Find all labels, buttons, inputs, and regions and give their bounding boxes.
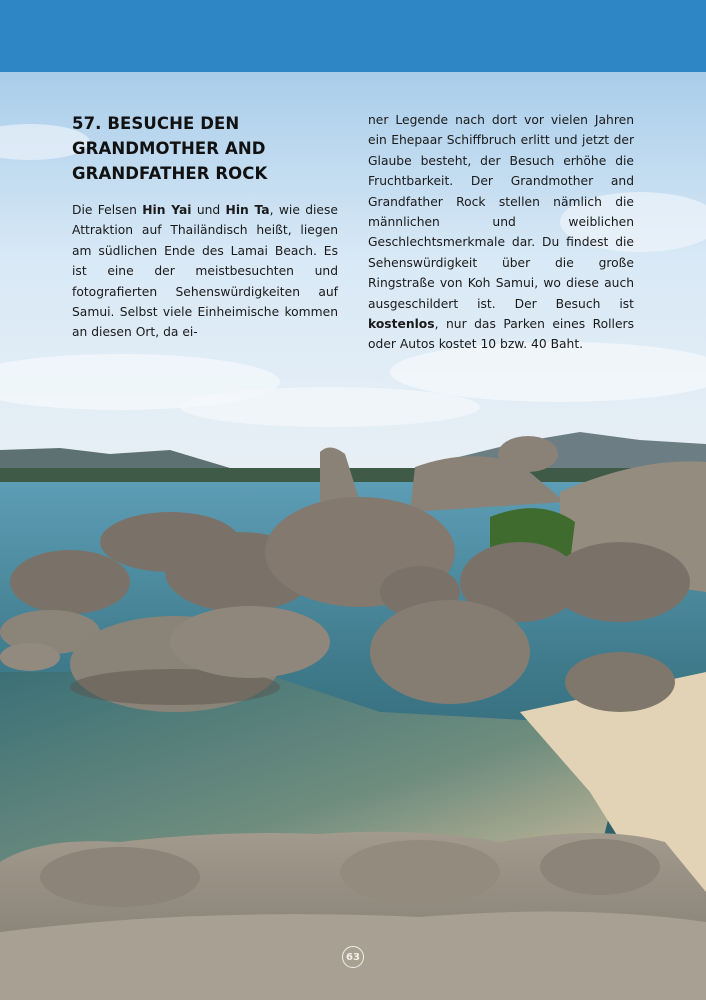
text-run: ner Legende nach dort vor vielen Jahren ein Ehepaar Schiffbruch erlitt und jetzt der Glaube besteht, der Besuch erhöhe die Fruchtbarkeit. Der Grandmother and Grandfather Rock stellen nämlich die männlichen und weiblichen Geschlechtsmerkmale dar. Du findest die Sehenswürdigkeit über die große Ringstraße von Koh Samui, wo diese auch ausgeschildert ist. Der Besuch ist <box>368 113 634 311</box>
text-run: , wie diese Attraktion auf Thailändisch heißt, liegen am südlichen Ende des Lamai Beach. Es ist eine der meistbesuchten und fotografierten Sehenswürdigkeiten auf Samui. Selbst viele Einheimische kommen an diesen Ort, da ei- <box>72 203 338 340</box>
section-heading: 57. BESUCHE DEN GRANDMOTHER AND GRANDFATHER ROCK <box>72 114 268 183</box>
bold-term: Hin Yai <box>142 203 192 217</box>
body-text-column-2 <box>368 110 634 355</box>
bold-term: kostenlos <box>368 317 435 332</box>
text-run: und <box>191 203 226 217</box>
header-bar <box>0 0 706 72</box>
page-number: 63 <box>342 946 364 968</box>
bold-term: Hin Ta <box>225 203 270 217</box>
text-run: Die Felsen <box>72 203 143 217</box>
text-run: , nur das Parken eines Rollers oder Autos kostet 10 bzw. 40 Baht. <box>368 317 634 352</box>
body-text-column-1 <box>72 200 338 343</box>
